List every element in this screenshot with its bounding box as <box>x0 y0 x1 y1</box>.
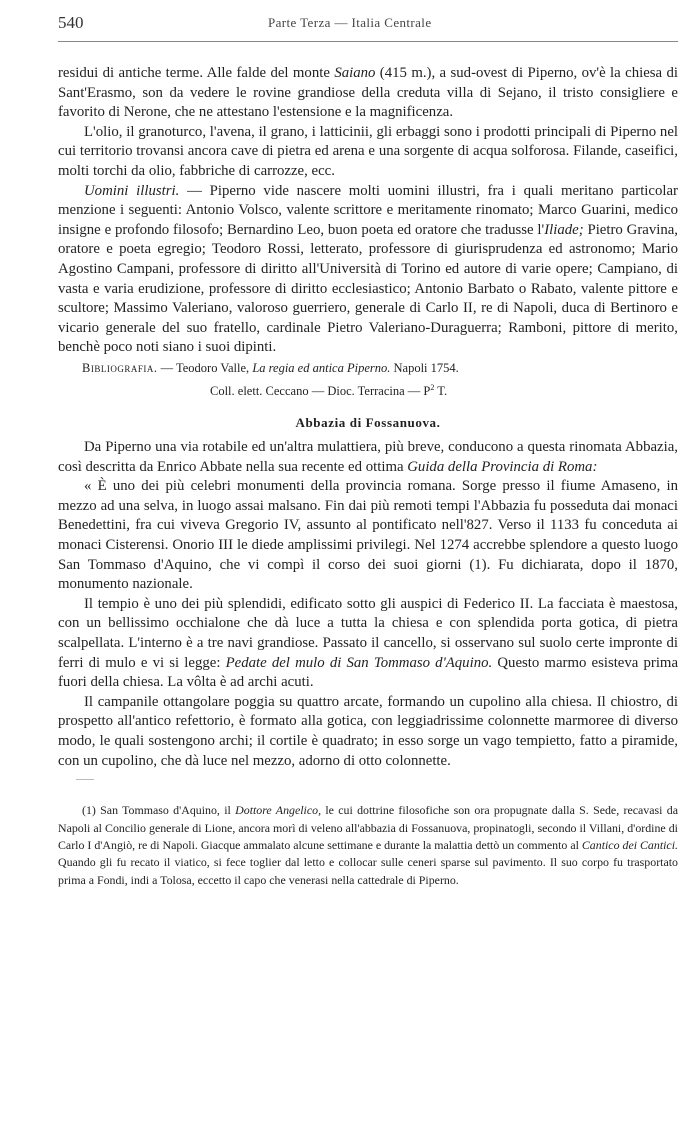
paragraph-prodotti: L'olio, il granoturco, l'avena, il grano, i latticinii, gli erbaggi sono i prodotti principali di Piperno nel cui territorio trovansi ancora cave di pietra ed arena e una sorgente di acqua solforosa. Filande, caseifici, molti torchi da olio, fabbriche di carrozze, ecc. <box>58 123 678 179</box>
paragraph-uomini-illustri <box>58 182 678 358</box>
italic-place-name: Saiano <box>334 65 376 81</box>
paragraph-campanile: Il campanile ottangolare poggia su quattro arcate, formando un cupolino alla chiesa. Il chiostro, di prospetto all'antico refettorio, è formato alla gotica, con leggiadrissime colonnette marmoree di diverso modo, le quali sostengono archi; il cortile è quadrato; in esso sorge un vago tempietto, fatto a piramide, con un cupolino, che dà luce nel mezzo, adorno di otto colonnette. <box>58 693 678 769</box>
page-body <box>58 64 678 889</box>
text-span: Quando gli fu recato il viatico, si fece toglier dal letto e collocar sulle ceneri sparse sul pavimento. Il suo corpo fu trasportato prima a Fondi, indi a Tolosa, eccetto il capo che venerasi nella cattedrale di Piperno. <box>58 855 678 887</box>
text-span: — Piperno vide nascere molti uomini illustri, fra i quali meritano particolar menzione i seguenti: Antonio Volsco, valente scrittore e meritamente rinomato; Marco Guarini, medico insigne e profondo filosofo; Bernardino Leo, buon poeta ed oratore che tradusse l' <box>58 182 678 238</box>
section-title: Abbazia di Fossanuova. <box>295 415 441 431</box>
text-span: Questo marmo esisteva prima fuori della chiesa. La vôlta è ad archi acuti. <box>58 654 679 691</box>
bibliography <box>58 359 678 378</box>
italic-title: Guida della Provincia di Roma: <box>407 458 598 475</box>
text-span: Napoli 1754. <box>390 360 459 375</box>
paragraph-abbazia-intro <box>58 438 678 477</box>
text-span: Il tempio è uno dei più splendidi, edificato sotto gli auspici di Federico II. La facciata è maestosa, con un bellissimo occhialone che dà luce a tutta la chiesa e con splendida porta gotica, di pietra scalpellata. L'interno è a tre navi grandiose. Passato il cancello, si osservano sul suolo certe impronte di ferri di mulo e vi si legge: <box>58 595 678 671</box>
text-span: le cui dottrine filosofiche son ora propugnate dalla S. Sede, recavasi da Napoli al Concilio generale di Lione, ancora morì di veleno all'abbazia di Fossanuova, propinatogli, secondo il Villani, d'ordine di Carlo I d'Angiò, re di Napoli. Giacque ammalato alcune settimane e durante la malattia dettò un commento al <box>58 803 678 852</box>
bibliography-title: La regia ed antica Piperno. <box>252 360 391 375</box>
text-span: Pietro Gravina, oratore e poeta egregio; Teodoro Rossi, letterato, professore di giurisprudenza ed astronomo; Mario Agostino Campani, professore di diritto all'Università di Torino ed autore di varie opere; Campiano, di vasta e varia erudizione, professore di diritto ecclesiastico; Antonio Barbato o Rabato, valente pittore e scultore; Massimo Valeriano, valoroso guerriero, generale di Carlo II, re di Napoli, duca di Bertinoro e vicario generale del suo fratello, cardinale Pietro Valeriano-Duraguerra; Ramboni, pittore di merito, benchè poco noti siano i suoi dipinti. <box>58 221 678 356</box>
running-head: Parte Terza — Italia Centrale <box>268 15 432 30</box>
italic-title: Iliade; <box>544 221 584 238</box>
page-header <box>58 13 678 37</box>
text-span: (1) San Tommaso d'Aquino, il <box>82 803 236 818</box>
italic-heading: Uomini illustri. <box>84 182 180 199</box>
electoral-info <box>58 378 678 401</box>
italic-title: Cantico dei Cantici. <box>581 837 678 852</box>
footnote <box>58 802 678 889</box>
footnote-divider <box>76 779 94 780</box>
text-span: residui di antiche terme. Alle falde del monte <box>58 65 335 81</box>
bibliography-label: Bibliografia. <box>82 360 158 375</box>
text-span: (415 m.), a sud-ovest di Piperno, ov'è la chiesa di Sant'Erasmo, son da vedere le rovine grandiose della creduta villa di Sejano, il tristo consigliere e favorito di Nerone, che ne attestano l'estensione e la magnificenza. <box>58 65 678 121</box>
text-span: Da Piperno una via rotabile ed un'altra mulattiera, più breve, conducono a questa rinomata Abbazia, così descritta da Enrico Abbate nella sua recente ed ottima <box>58 439 678 475</box>
page-number: 540 <box>58 13 84 32</box>
text-span: — Teodoro Valle, <box>157 360 253 375</box>
paragraph-terme <box>58 64 678 123</box>
paragraph-tempio <box>58 595 678 693</box>
text-span: T. <box>434 384 448 399</box>
paragraph-abbazia-history: « È uno dei più celebri monumenti della provincia romana. Sorge presso il fiume Amaseno, in mezzo ad una selva, in luogo assai malsano. Fin dai più remoti tempi l'Abbazia fu posseduta dai monaci Benedettini, fra cui viveva Gregorio IV, assunto al pontificato nell'827. Verso il 1133 fu conceduta ai monaci Cisterensi. Onorio III le diede amplissimi privilegi. Nel 1274 accrebbe splendore a questo luogo San Tommaso d'Aquino, che vi compì il corso dei suoi giorni (1). Fu dichiarata, dopo il 1870, monumento nazionale. <box>58 478 678 593</box>
italic-inscription: Pedate del mulo di San Tommaso d'Aquino. <box>225 654 493 671</box>
header-rule <box>58 41 678 42</box>
italic-title: Dottore Angelico, <box>235 803 322 818</box>
text-span: Coll. elett. Ceccano — Dioc. Terracina — P <box>210 384 431 399</box>
superscript: 2 <box>430 382 435 392</box>
